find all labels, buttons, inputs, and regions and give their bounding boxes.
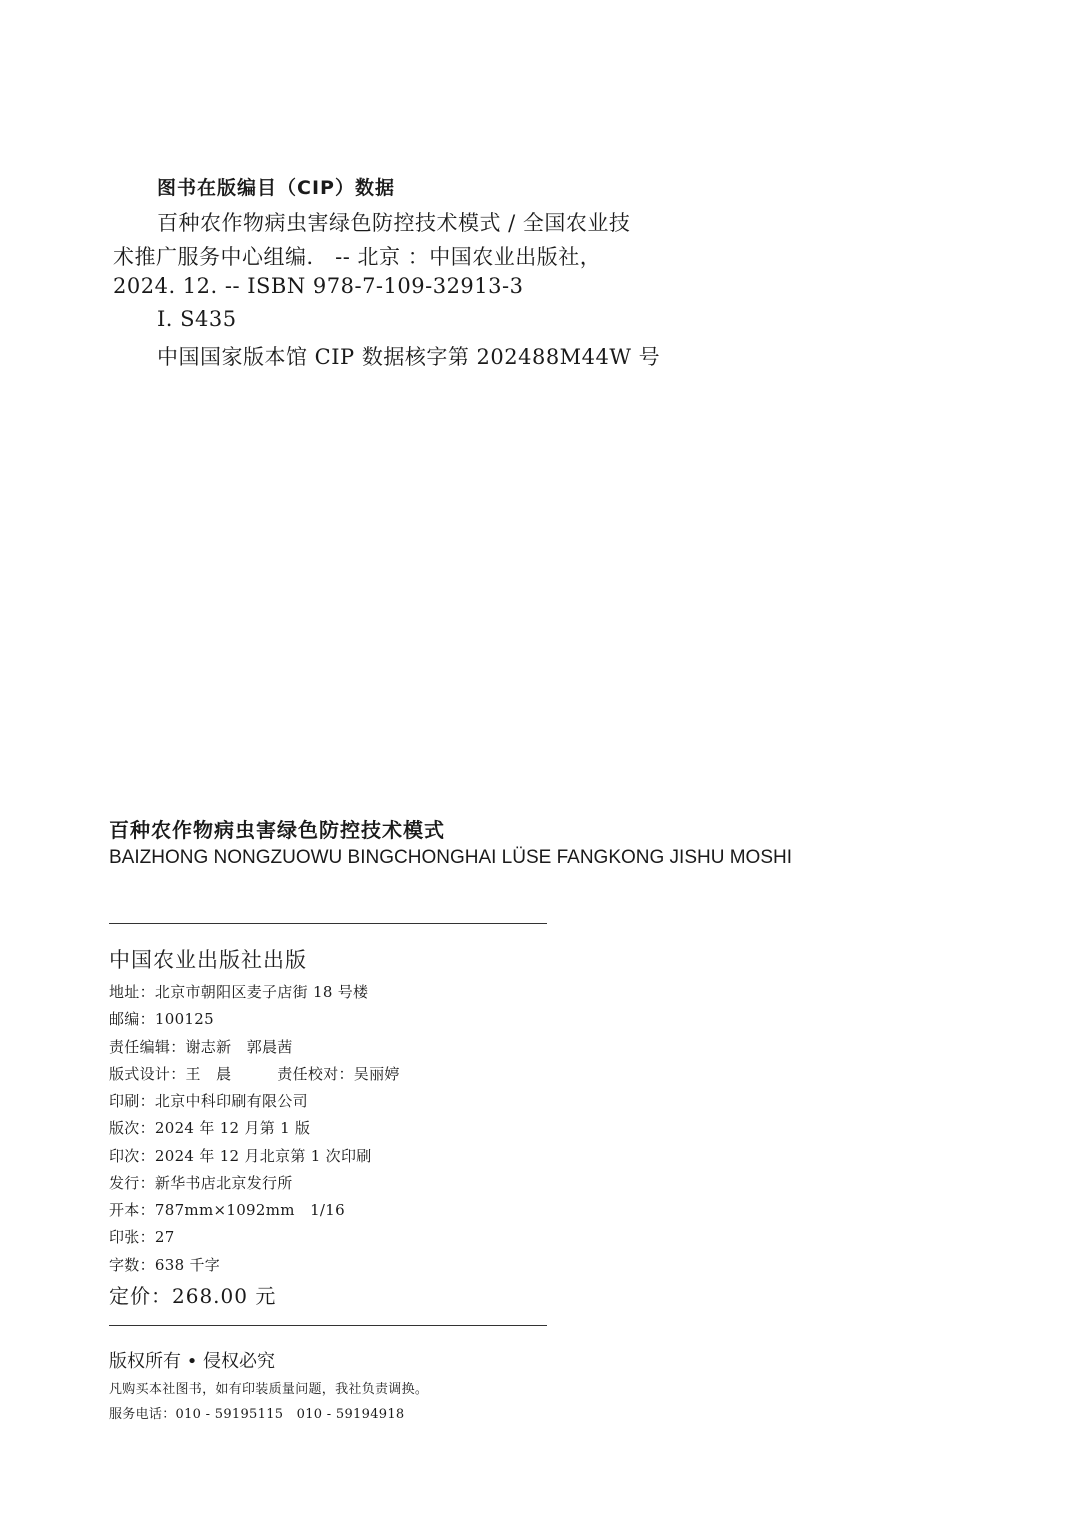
- cip-line-isbn: 2024. 12. -- ISBN 978-7-109-32913-3: [113, 274, 524, 298]
- postcode-line: 邮编：100125: [109, 1010, 214, 1028]
- book-title-pinyin: BAIZHONG NONGZUOWU BINGCHONGHAI LÜSE FANGKONG JISHU MOSHI: [109, 847, 792, 868]
- sheets-line: 印张：27: [109, 1228, 175, 1246]
- editors-line: 责任编辑：谢志新 郭晨茜: [109, 1038, 293, 1056]
- divider-top: [109, 923, 547, 924]
- quality-notice-line: 凡购买本社图书，如有印装质量问题，我社负责调换。: [109, 1382, 429, 1397]
- word-count-line: 字数：638 千字: [109, 1256, 221, 1274]
- price-line: 定价：268.00 元: [109, 1284, 277, 1308]
- book-title: 百种农作物病虫害绿色防控技术模式: [109, 818, 445, 842]
- format-line: 开本：787mm×1092mm 1/16: [109, 1201, 345, 1219]
- printer-line: 印刷：北京中科印刷有限公司: [109, 1092, 308, 1110]
- cip-line-editor: 术推广服务中心组编． -- 北京 ：中国农业出版社，: [113, 245, 602, 269]
- design-proofread-line: 版式设计：王 晨 责任校对：吴丽婷: [109, 1065, 400, 1083]
- address-line: 地址：北京市朝阳区麦子店街 18 号楼: [109, 983, 369, 1001]
- cip-heading: 图书在版编目（CIP）数据: [157, 177, 395, 199]
- cip-line-title: 百种农作物病虫害绿色防控技术模式 / 全国农业技: [157, 211, 631, 235]
- service-phone-line: 服务电话：010 - 59195115 010 - 59194918: [109, 1407, 405, 1422]
- divider-bottom: [109, 1325, 547, 1326]
- copyright-line: 版权所有 • 侵权必究: [109, 1351, 276, 1372]
- printing-line: 印次：2024 年 12 月北京第 1 次印刷: [109, 1147, 372, 1165]
- distributor-line: 发行：新华书店北京发行所: [109, 1174, 293, 1192]
- cip-line-cip-number: 中国国家版本馆 CIP 数据核字第 202488M44W 号: [157, 345, 661, 369]
- edition-line: 版次：2024 年 12 月第 1 版: [109, 1119, 311, 1137]
- cip-line-classification: Ⅰ. S435: [157, 307, 237, 331]
- publisher-line: 中国农业出版社出版: [109, 948, 307, 972]
